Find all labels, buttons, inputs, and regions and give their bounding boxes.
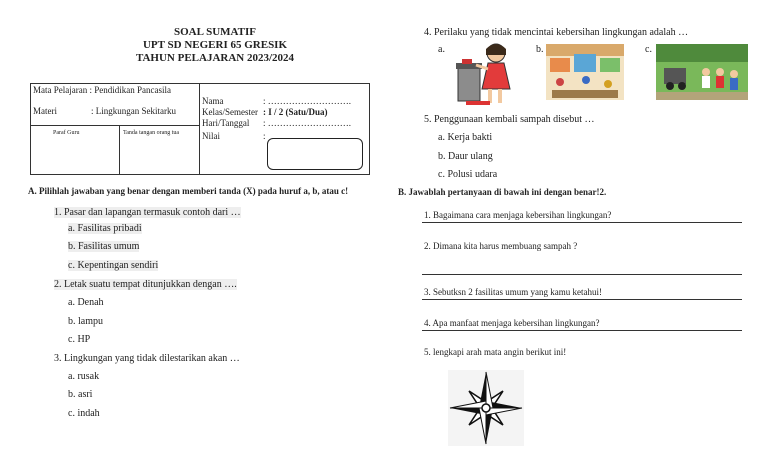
option-a4-a-label[interactable]: a. [438, 44, 445, 55]
option-a5-c[interactable]: c. Polusi udara [438, 169, 498, 180]
option-a1-c[interactable]: c. Kepentingan sendiri [68, 260, 159, 271]
title-line-3: TAHUN PELAJARAN 2023/2024 [135, 52, 295, 64]
option-a5-b[interactable]: b. Daur ulang [438, 151, 493, 162]
question-a4: 4. Perilaku yang tidak mencintai kebersihan lingkungan adalah … [424, 27, 689, 38]
essay-question-3: 3. Sebutksn 2 fasilitas umum yang kamu ketahui! [424, 287, 602, 297]
option-a1-a[interactable]: a. Fasilitas pribadi [68, 223, 142, 234]
section-b-title: B. Jawablah pertanyaan di bawah ini dengan benar!2. [398, 187, 607, 197]
date-label: Hari/Tanggal [202, 118, 250, 128]
section-a-title: A. Pilihlah jawaban yang benar dengan memberi tanda (X) pada huruf a, b, atau c! [28, 186, 349, 196]
score-label: Nilai [202, 131, 220, 141]
date-field[interactable]: : ………………………. [263, 118, 352, 128]
market-stalls-illustration [546, 44, 624, 100]
essay-question-4: 4. Apa manfaat menjaga kebersihan lingkungan? [424, 318, 600, 328]
name-label: Nama [202, 96, 224, 106]
option-a3-a[interactable]: a. rusak [68, 371, 100, 382]
girl-trash-bin-illustration [452, 41, 522, 107]
parent-sign-label: Tanda tangan orang tua [123, 130, 180, 136]
option-a1-b[interactable]: b. Fasilitas umum [68, 241, 140, 252]
option-a2-a[interactable]: a. Denah [68, 297, 104, 308]
essay-question-2: 2. Dimana kita harus membuang sampah ? [424, 241, 578, 251]
answer-line-3[interactable] [422, 299, 742, 300]
option-a2-c[interactable]: c. HP [68, 334, 91, 345]
material-label: Materi [33, 106, 57, 116]
material-value: : Lingkungan Sekitarku [91, 106, 176, 116]
option-a4-b-label[interactable]: b. [536, 44, 544, 55]
teacher-sign-label: Paraf Guru [53, 130, 80, 136]
question-a2: 2. Letak suatu tempat ditunjukkan dengan …. [54, 279, 237, 290]
question-a5: 5. Penggunaan kembali sampah disebut … [424, 114, 595, 125]
option-a4-c-label[interactable]: c. [645, 44, 652, 55]
answer-line-1[interactable] [422, 222, 742, 223]
class-label: Kelas/Semester [202, 107, 258, 117]
essay-question-5: 5. lengkapi arah mata angin berikut ini! [424, 347, 567, 357]
option-a5-a[interactable]: a. Kerja bakti [438, 132, 493, 143]
option-a2-b[interactable]: b. lampu [68, 316, 103, 327]
class-value: : I / 2 (Satu/Dua) [263, 107, 328, 117]
essay-question-1: 1. Bagaimana cara menjaga kebersihan lingkungan? [424, 210, 612, 220]
option-a3-b[interactable]: b. asri [68, 389, 93, 400]
answer-line-2[interactable] [422, 274, 742, 275]
score-box[interactable] [267, 138, 363, 170]
compass-rose-icon [448, 370, 524, 446]
option-a3-c[interactable]: c. indah [68, 408, 100, 419]
name-field[interactable]: : ………………………. [263, 96, 352, 106]
score-colon: : [263, 131, 266, 141]
children-playground-illustration [656, 44, 748, 100]
answer-line-4[interactable] [422, 330, 742, 331]
title-line-1: SOAL SUMATIF [173, 26, 256, 38]
question-a1: 1. Pasar dan lapangan termasuk contoh dari … [54, 207, 241, 218]
student-info-box [30, 83, 370, 175]
subject-label: Mata Pelajaran : Pendidikan Pancasila [33, 85, 171, 95]
question-a3: 3. Lingkungan yang tidak dilestarikan akan … [54, 353, 240, 364]
title-line-2: UPT SD NEGERI 65 GRESIK [142, 39, 288, 51]
